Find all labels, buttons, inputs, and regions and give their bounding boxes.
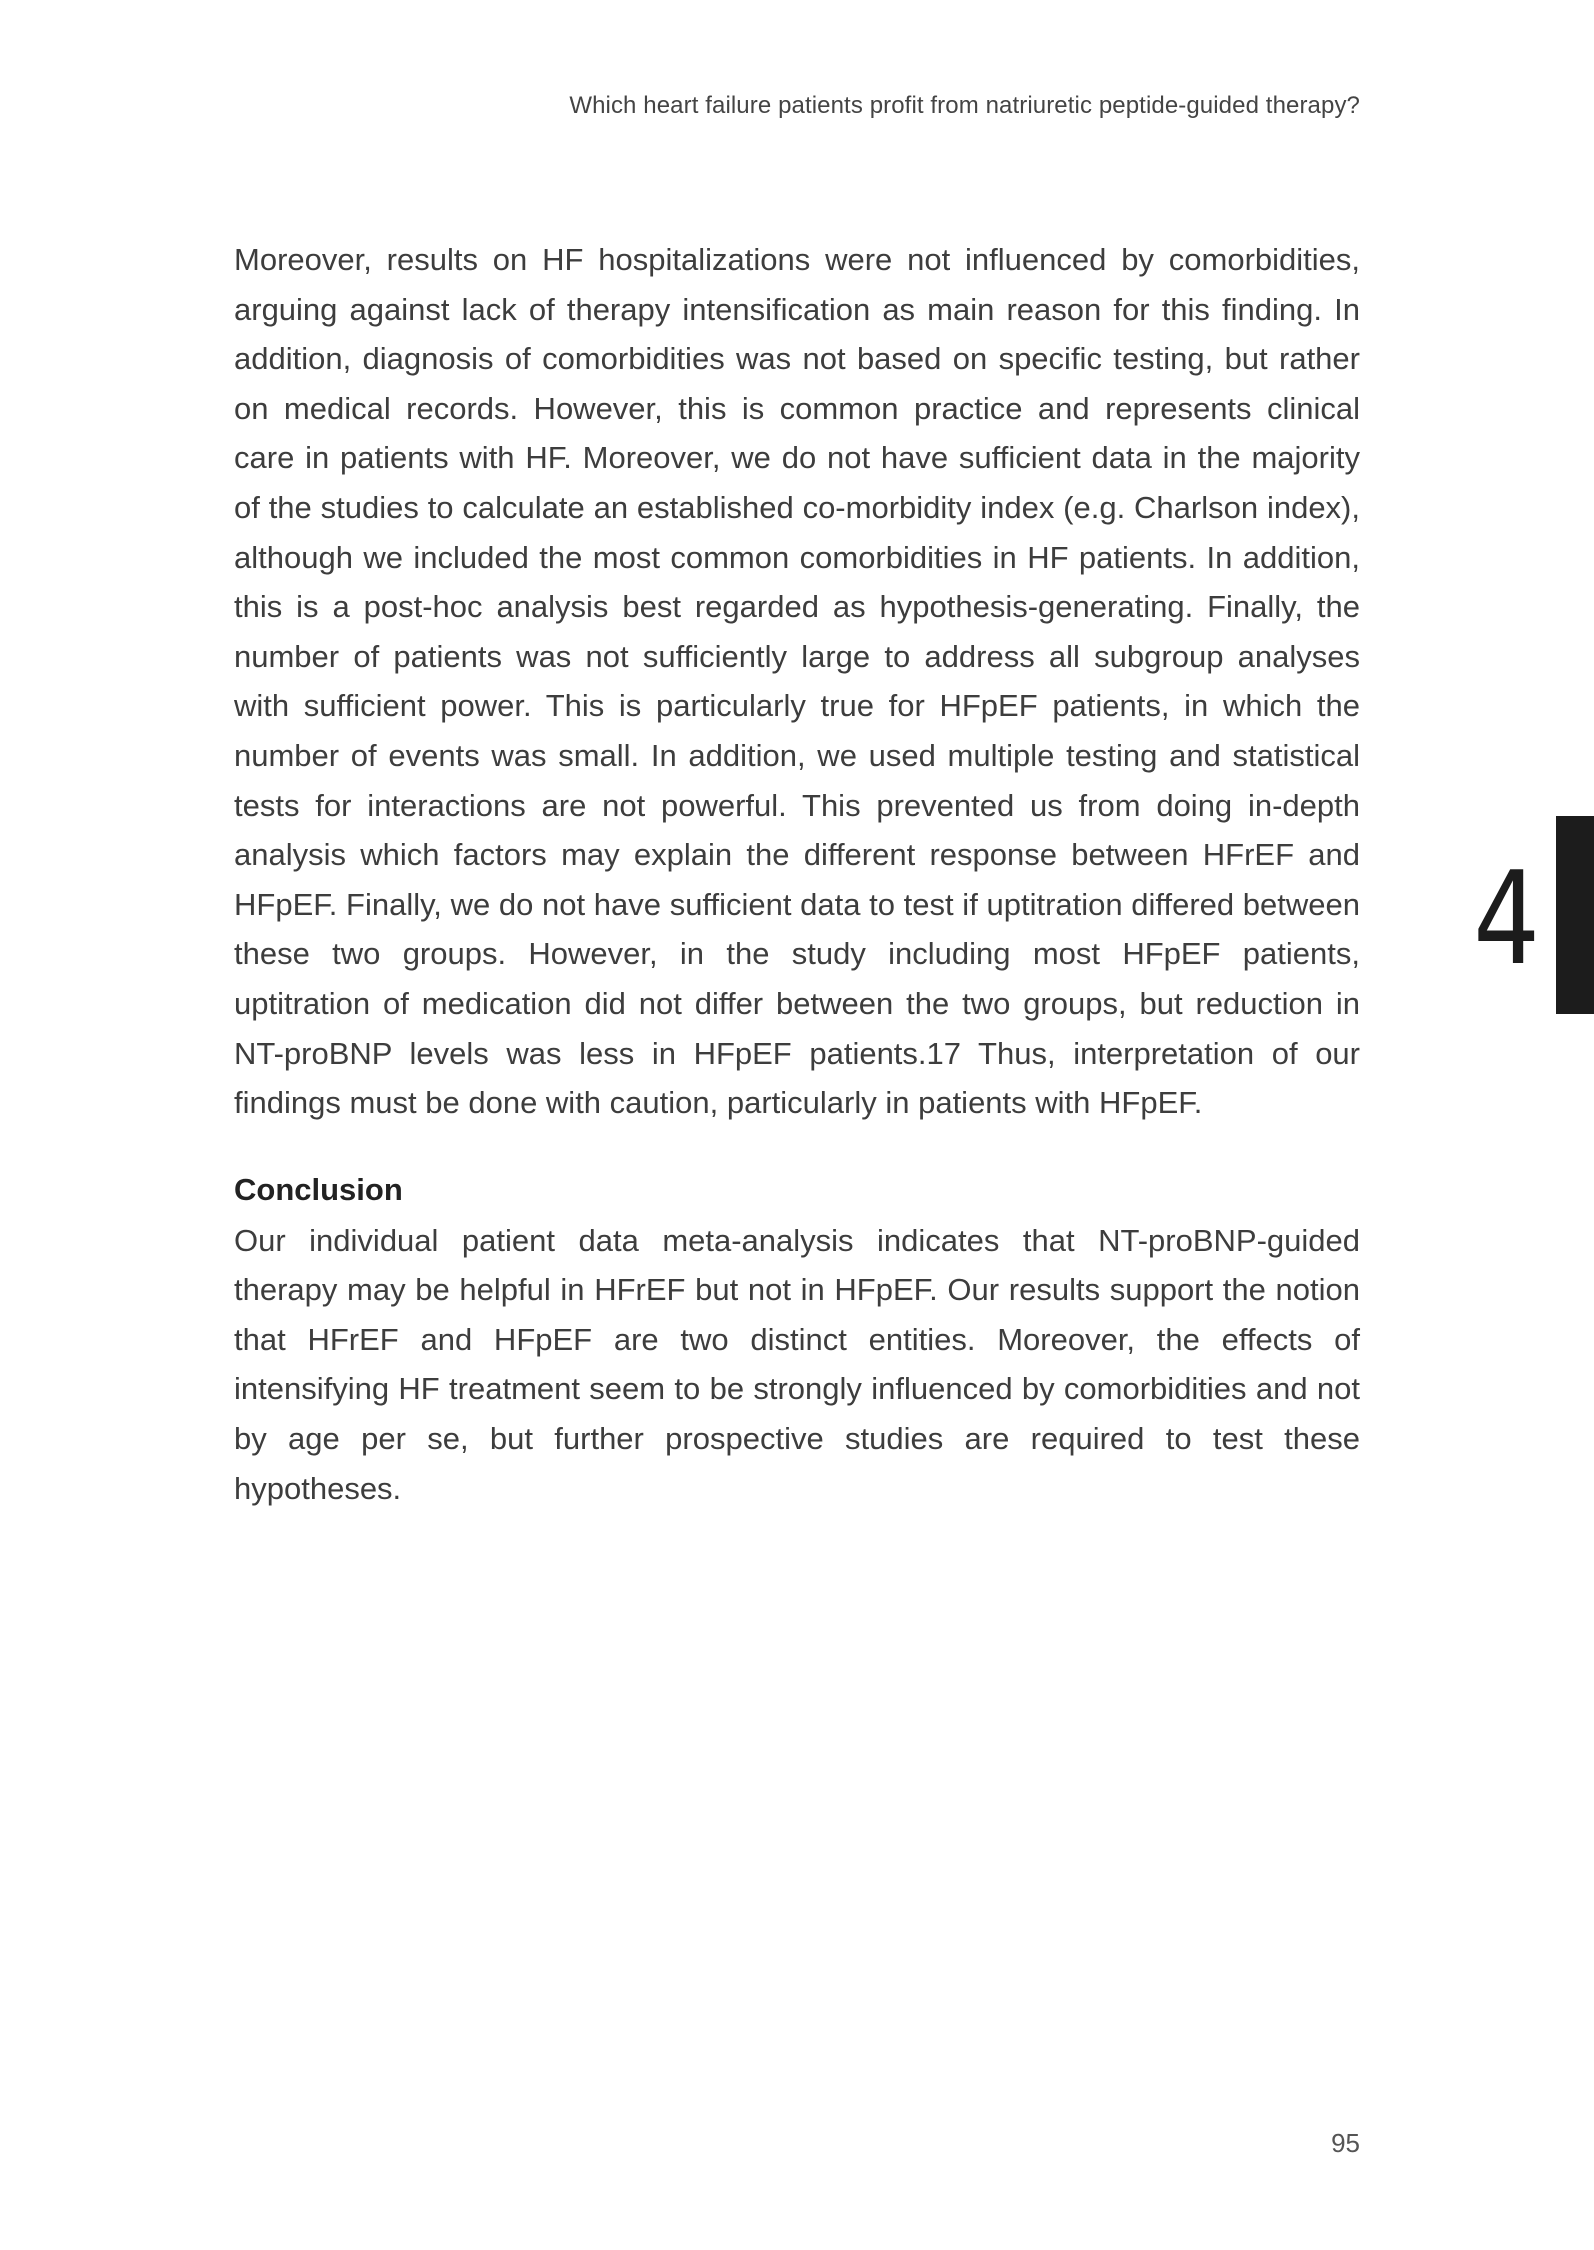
conclusion-heading: Conclusion [234, 1171, 403, 1207]
main-text-column [234, 235, 1360, 1513]
chapter-number: 4 [1473, 845, 1540, 994]
discussion-paragraph: Moreover, results on HF hospitalizations were not influenced by comorbidities, arguing against lack of therapy intensification as main reason for this finding. In addition, diagnosis of comorbidities was not based on specific testing, but rather on medical records. However, this is common practice and represents clinical care in patients with HF. Moreover, we do not have sufficient data in the majority of the studies to calculate an established co-morbidity index (e.g. Charlson index), although we included the most common comorbidities in HF patients. In addition, this is a post-hoc analysis best regarded as hypothesis-generating. Finally, the number of patients was not sufficiently large to address all subgroup analyses with sufficient power. This is particularly true for HFpEF patients, in which the number of events was small. In addition, we used multiple testing and statistical tests for interactions are not powerful. This prevented us from doing in-depth analysis which factors may explain the different response between HFrEF and HFpEF. Finally, we do not have sufficient data to test if uptitration differed between these two groups. However, in the study including most HFpEF patients, uptitration of medication did not differ between the two groups, but reduction in NT-proBNP levels was less in HFpEF patients.17 Thus, interpretation of our findings must be done with caution, particularly in patients with HFpEF. [234, 242, 1360, 1121]
page-number: 95 [1331, 2128, 1360, 2158]
chapter-tab-marker [1556, 816, 1594, 1014]
conclusion-paragraph: Our individual patient data meta-analysis indicates that NT-proBNP-guided therapy may be helpful in HFrEF but not in HFpEF. Our results support the notion that HFrEF and HFpEF are two distinct entities. Moreover, the effects of intensifying HF treatment seem to be strongly influenced by comorbidities and not by age per se, but further prospective studies are required to test these hypotheses. [234, 1222, 1360, 1506]
running-header: Which heart failure patients profit from natriuretic peptide-guided therapy? [569, 92, 1360, 119]
